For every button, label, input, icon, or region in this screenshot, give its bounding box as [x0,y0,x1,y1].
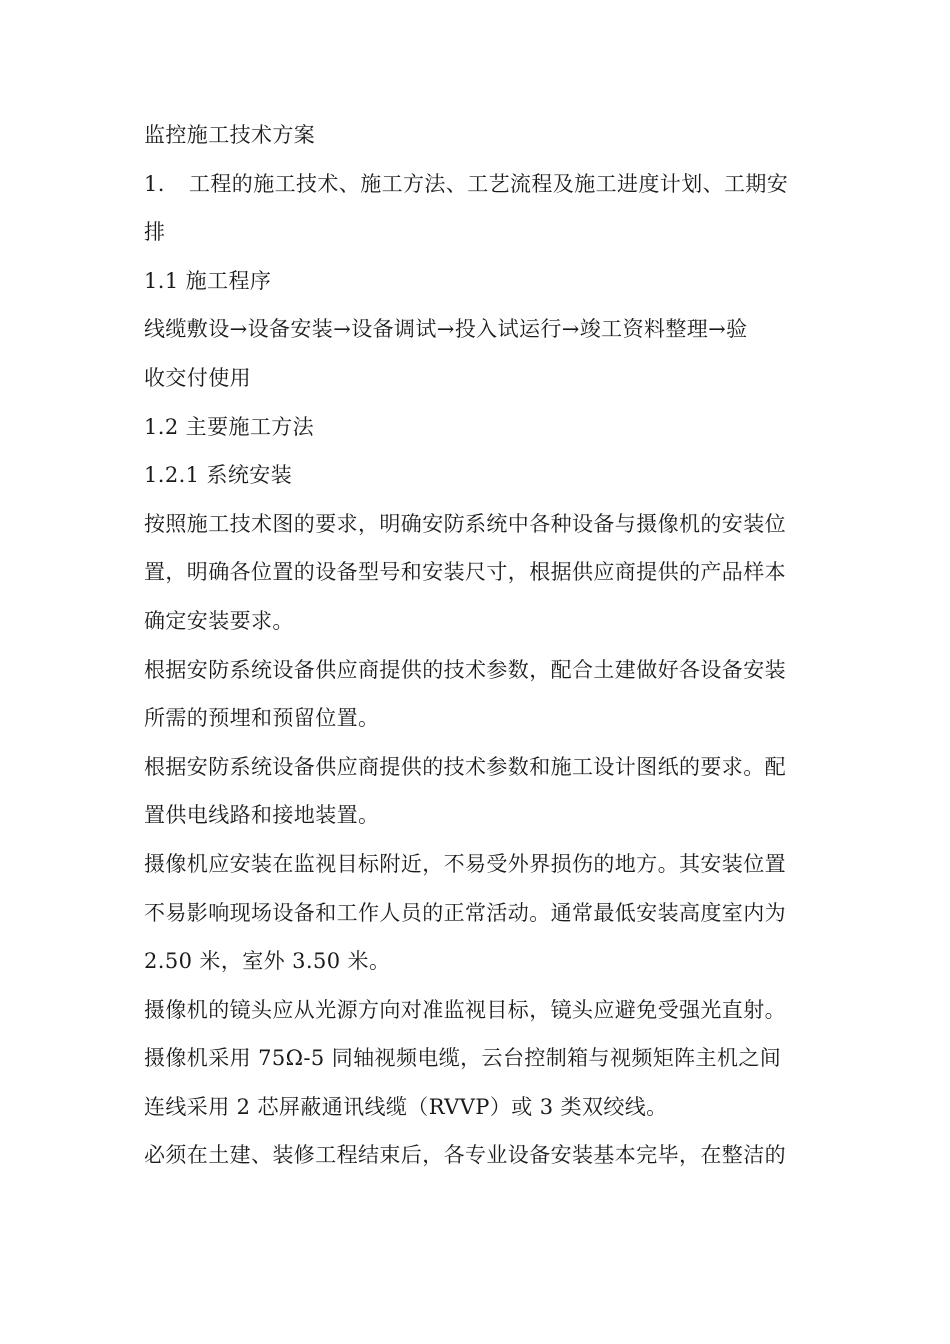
heading-1-1: 1.1 施工程序 [144,268,272,293]
paragraph-line: 置供电线路和接地装置。 [144,803,380,828]
process-flow-line: 线缆敷设→设备安装→设备调试→投入试运行→竣工资料整理→验 [144,317,748,342]
heading-1 [144,160,814,209]
heading-1-continued: 排 [144,220,166,245]
paragraph-line: 摄像机采用 75Ω-5 同轴视频电缆，云台控制箱与视频矩阵主机之间 [144,1046,782,1071]
paragraph-line: 摄像机的镜头应从光源方向对准监视目标，镜头应避免受强光直射。 [144,997,786,1022]
paragraph-line: 按照施工技术图的要求，明确安防系统中各种设备与摄像机的安装位 [144,511,786,536]
paragraph-line: 确定安装要求。 [144,608,294,633]
paragraph-line: 根据安防系统设备供应商提供的技术参数，配合土建做好各设备安装 [144,657,786,682]
paragraph-line: 摄像机应安装在监视目标附近，不易受外界损伤的地方。其安装位置 [144,851,786,876]
heading-1-2: 1.2 主要施工方法 [144,414,315,439]
heading-1-2-1: 1.2.1 系统安装 [144,463,293,488]
heading-1-number: 1. [144,171,165,196]
process-flow-line: 收交付使用 [144,365,251,390]
paragraph-line: 必须在土建、装修工程结束后，各专业设备安装基本完毕，在整洁的 [144,1143,786,1168]
paragraph-line: 不易影响现场设备和工作人员的正常活动。通常最低安装高度室内为 [144,900,786,925]
paragraph-line: 根据安防系统设备供应商提供的技术参数和施工设计图纸的要求。配 [144,754,786,779]
paragraph-line: 置，明确各位置的设备型号和安装尺寸，根据供应商提供的产品样本 [144,560,786,585]
document-title: 监控施工技术方案 [144,123,316,147]
paragraph-line: 2.50 米，室外 3.50 米。 [144,949,391,974]
document-body [144,111,814,1180]
paragraph-line: 所需的预埋和预留位置。 [144,706,380,731]
heading-1-text: 工程的施工技术、施工方法、工艺流程及施工进度计划、工期安 [189,171,789,196]
paragraph-line: 连线采用 2 芯屏蔽通讯线缆（RVVP）或 3 类双绞线。 [144,1094,668,1119]
